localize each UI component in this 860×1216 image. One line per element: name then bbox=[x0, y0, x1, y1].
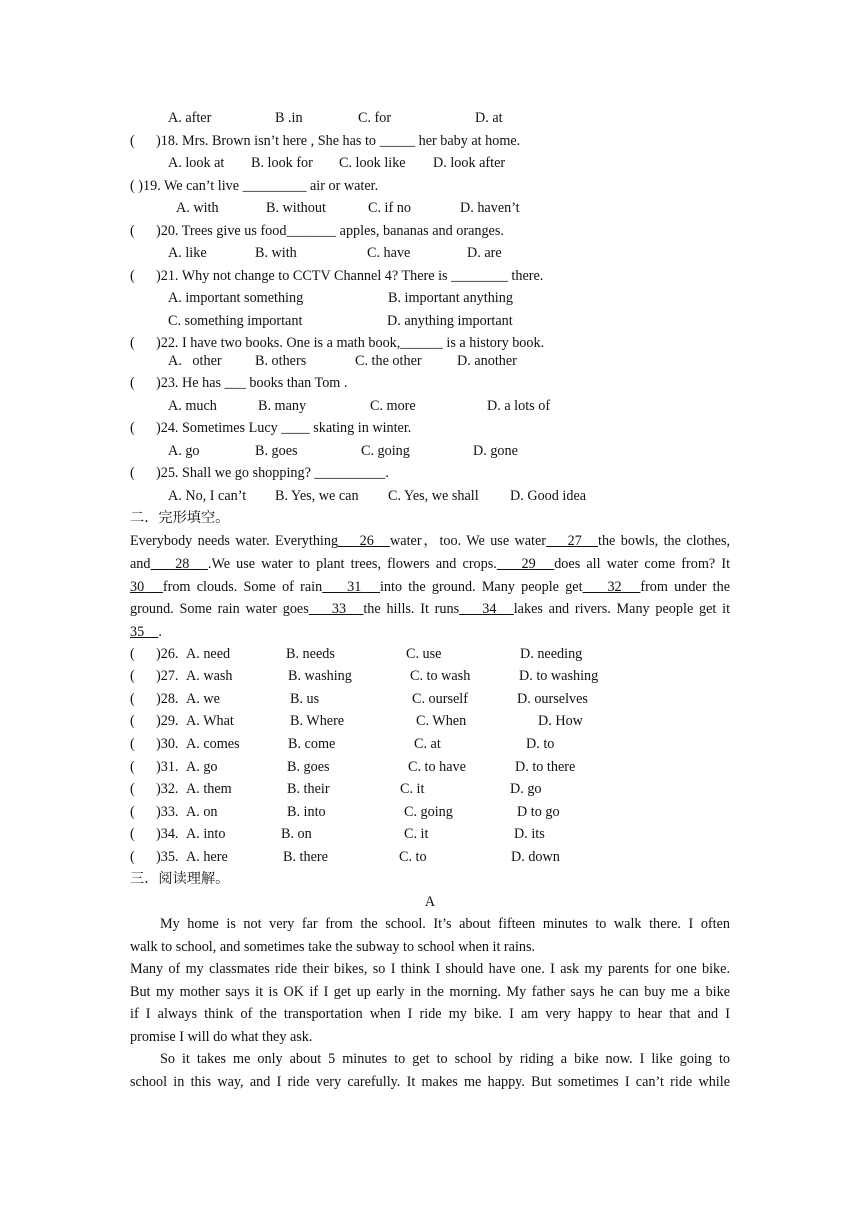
blank-29 bbox=[497, 556, 554, 572]
q24-text: )24. Sometimes Lucy ____ skating in winter. bbox=[156, 420, 412, 436]
q17-option-a: A. after bbox=[168, 110, 212, 126]
q22-option-a: A. other bbox=[168, 353, 222, 369]
q20-option-d: D. are bbox=[467, 245, 502, 261]
q18-blank: _____ bbox=[379, 133, 416, 149]
reading-line-7: So it takes me only about 5 minutes to get to school by riding a bike now. I like going to bbox=[160, 1051, 730, 1067]
cloze-text: the bowls, the clothes, bbox=[598, 533, 731, 549]
question-number: )27. bbox=[156, 668, 179, 684]
cloze-line-1 bbox=[130, 531, 730, 551]
q18-option-c: C. look like bbox=[339, 155, 406, 171]
cloze-text: from clouds. Some of rain bbox=[162, 579, 323, 595]
option-c: C. use bbox=[406, 646, 442, 662]
option-d: D. ourselves bbox=[517, 691, 588, 707]
answer-bracket: ( bbox=[130, 736, 135, 752]
blank-number: 32 bbox=[607, 579, 622, 595]
option-b: B. on bbox=[281, 826, 312, 842]
reading-line-5: if I always think of the transportation when I ride my bike. I am very happy to hear that and I bbox=[130, 1006, 730, 1022]
option-c: C. it bbox=[400, 781, 425, 797]
q18-prefix: 18. Mrs. Brown isn’t here , She has to bbox=[160, 133, 380, 149]
q25-text: )25. Shall we go shopping? __________. bbox=[156, 465, 389, 481]
option-d: D to go bbox=[517, 804, 560, 820]
q21-option-b: B. important anything bbox=[388, 290, 513, 306]
blank-number: 29 bbox=[521, 556, 536, 572]
option-d: D. to there bbox=[515, 759, 576, 775]
q18-option-d: D. look after bbox=[433, 155, 506, 171]
cloze-text: lakes and rivers. Many people get it bbox=[513, 601, 731, 617]
option-b: B. into bbox=[287, 804, 326, 820]
option-b: B. us bbox=[290, 691, 320, 707]
option-c: C. it bbox=[404, 826, 429, 842]
option-a: A. on bbox=[186, 804, 218, 820]
option-b: B. needs bbox=[286, 646, 335, 662]
q21-option-c: C. something important bbox=[168, 313, 303, 329]
answer-bracket: ( bbox=[130, 691, 135, 707]
answer-bracket: ( bbox=[130, 781, 135, 797]
option-b: B. goes bbox=[287, 759, 330, 775]
q25-option-c: C. Yes, we shall bbox=[388, 488, 479, 504]
option-a: A. into bbox=[186, 826, 226, 842]
answer-bracket: ( bbox=[130, 759, 135, 775]
q18-option-b: B. look for bbox=[251, 155, 313, 171]
answer-bracket: ( bbox=[130, 668, 135, 684]
question-number: )32. bbox=[156, 781, 179, 797]
cloze-text: . bbox=[158, 624, 162, 640]
cloze-line-5 bbox=[130, 622, 730, 642]
section-heading-cloze: 二．完形填空。 bbox=[130, 510, 230, 526]
question-number: )30. bbox=[156, 736, 179, 752]
blank-26 bbox=[338, 533, 390, 549]
option-a: A. go bbox=[186, 759, 218, 775]
q25-option-a: A. No, I can’t bbox=[168, 488, 247, 504]
option-d: D. go bbox=[510, 781, 542, 797]
q20-option-b: B. with bbox=[255, 245, 297, 261]
question-number: )33. bbox=[156, 804, 179, 820]
question-number: )26. bbox=[156, 646, 179, 662]
blank-30 bbox=[130, 579, 163, 595]
q24-option-d: D. gone bbox=[473, 443, 518, 459]
reading-line-4: But my mother says it is OK if I get up early in the morning. My father says he can buy me a bike bbox=[130, 984, 730, 1000]
q23-option-c: C. more bbox=[370, 398, 416, 414]
reading-line-3: Many of my classmates ride their bikes, so I think I should have one. I ask my parents for one bike. bbox=[130, 961, 730, 977]
option-a: A. need bbox=[186, 646, 231, 662]
question-number: )35. bbox=[156, 849, 179, 865]
answer-bracket: ( bbox=[130, 375, 135, 391]
q18-suffix: her baby at home. bbox=[415, 133, 521, 149]
answer-bracket: ( bbox=[130, 646, 135, 662]
reading-line-1: My home is not very far from the school. It’s about fifteen minutes to walk there. I often bbox=[160, 916, 730, 932]
q25-option-b: B. Yes, we can bbox=[275, 488, 359, 504]
blank-35 bbox=[130, 624, 158, 640]
option-d: D. How bbox=[538, 713, 583, 729]
q17-option-d: D. at bbox=[475, 110, 503, 126]
question-number: )31. bbox=[156, 759, 179, 775]
answer-bracket: ( bbox=[130, 133, 135, 149]
option-a: A. them bbox=[186, 781, 232, 797]
blank-number: 34 bbox=[482, 601, 497, 617]
option-a: A. we bbox=[186, 691, 220, 707]
cloze-text: into the ground. Many people get bbox=[379, 579, 583, 595]
q22-option-d: D. another bbox=[457, 353, 517, 369]
option-d: D. its bbox=[514, 826, 545, 842]
option-a: A. What bbox=[186, 713, 234, 729]
answer-bracket: ( bbox=[130, 223, 135, 239]
blank-27 bbox=[546, 533, 598, 549]
cloze-text: from under the bbox=[640, 579, 731, 595]
q22-text: )22. I have two books. One is a math book,______ is a history book. bbox=[156, 335, 545, 351]
question-19: ( )19. We can’t live _________ air or water. bbox=[130, 178, 379, 194]
q17-option-b: B .in bbox=[275, 110, 303, 126]
q24-option-a: A. go bbox=[168, 443, 200, 459]
answer-bracket: ( bbox=[130, 465, 135, 481]
q24-option-c: C. going bbox=[361, 443, 410, 459]
blank-32 bbox=[583, 579, 641, 595]
blank-number: 31 bbox=[347, 579, 362, 595]
q20-option-c: C. have bbox=[367, 245, 411, 261]
option-a: A. here bbox=[186, 849, 228, 865]
cloze-text: does all water come from? It bbox=[554, 556, 731, 572]
q22-option-c: C. the other bbox=[355, 353, 422, 369]
cloze-line-4 bbox=[130, 599, 730, 619]
option-d: D. to washing bbox=[519, 668, 599, 684]
cloze-text: the hills. It runs bbox=[363, 601, 460, 617]
answer-bracket: ( bbox=[130, 804, 135, 820]
q21-option-d: D. anything important bbox=[387, 313, 513, 329]
passage-label: A bbox=[424, 894, 436, 910]
answer-bracket: ( bbox=[130, 849, 135, 865]
option-b: B. Where bbox=[290, 713, 345, 729]
blank-number: 30 bbox=[130, 579, 145, 595]
option-c: C. going bbox=[404, 804, 453, 820]
cloze-text: ground. Some rain water goes bbox=[130, 601, 309, 617]
q21-option-a: A. important something bbox=[168, 290, 304, 306]
q19-option-c: C. if no bbox=[368, 200, 411, 216]
q18-close-bracket: ) bbox=[156, 133, 161, 149]
q20-text: )20. Trees give us food_______ apples, bananas and oranges. bbox=[156, 223, 504, 239]
cloze-line-2 bbox=[130, 554, 730, 574]
blank-31 bbox=[322, 579, 380, 595]
question-number: )34. bbox=[156, 826, 179, 842]
q23-option-d: D. a lots of bbox=[487, 398, 551, 414]
blank-33 bbox=[309, 601, 364, 617]
cloze-text: .We use water to plant trees, flowers and crops. bbox=[207, 556, 497, 572]
option-a: A. comes bbox=[186, 736, 240, 752]
blank-28 bbox=[151, 556, 208, 572]
reading-line-2: walk to school, and sometimes take the subway to school when it rains. bbox=[130, 939, 536, 955]
answer-bracket: ( bbox=[130, 335, 135, 351]
answer-bracket: ( bbox=[130, 420, 135, 436]
option-d: D. needing bbox=[520, 646, 583, 662]
question-number: )28. bbox=[156, 691, 179, 707]
option-d: D. down bbox=[511, 849, 560, 865]
blank-34 bbox=[459, 601, 514, 617]
blank-number: 33 bbox=[331, 601, 347, 617]
option-c: C. to have bbox=[408, 759, 466, 775]
cloze-line-3 bbox=[130, 577, 730, 597]
blank-number: 28 bbox=[175, 556, 190, 572]
option-b: B. their bbox=[287, 781, 330, 797]
q20-option-a: A. like bbox=[168, 245, 207, 261]
option-a: A. wash bbox=[186, 668, 233, 684]
option-c: C. at bbox=[414, 736, 441, 752]
question-number: )29. bbox=[156, 713, 179, 729]
reading-line-8: school in this way, and I ride very carefully. It makes me happy. But sometimes I can’t ride while bbox=[130, 1074, 730, 1090]
blank-number: 26 bbox=[359, 533, 374, 549]
cloze-text: and bbox=[130, 556, 151, 572]
blank-number: 35 bbox=[130, 624, 145, 640]
option-c: C. to wash bbox=[410, 668, 471, 684]
q19-option-d: D. haven’t bbox=[460, 200, 520, 216]
q25-option-d: D. Good idea bbox=[510, 488, 587, 504]
cloze-text: water，too. We use water bbox=[390, 533, 547, 549]
q23-text: )23. He has ___ books than Tom . bbox=[156, 375, 348, 391]
option-c: C. ourself bbox=[412, 691, 468, 707]
answer-bracket: ( bbox=[130, 713, 135, 729]
option-c: C. When bbox=[416, 713, 467, 729]
cloze-text: Everybody needs water. Everything bbox=[130, 533, 339, 549]
q18-option-a: A. look at bbox=[168, 155, 225, 171]
q17-option-c: C. for bbox=[358, 110, 392, 126]
q22-option-b: B. others bbox=[255, 353, 307, 369]
option-d: D. to bbox=[526, 736, 555, 752]
q19-option-b: B. without bbox=[266, 200, 326, 216]
q19-option-a: A. with bbox=[176, 200, 219, 216]
q23-option-a: A. much bbox=[168, 398, 217, 414]
option-b: B. there bbox=[283, 849, 328, 865]
option-b: B. come bbox=[288, 736, 336, 752]
reading-line-6: promise I will do what they ask. bbox=[130, 1029, 313, 1045]
option-c: C. to bbox=[399, 849, 427, 865]
q23-option-b: B. many bbox=[258, 398, 307, 414]
answer-bracket: ( bbox=[130, 826, 135, 842]
q21-text: )21. Why not change to CCTV Channel 4? There is ________ there. bbox=[156, 268, 544, 284]
blank-number: 27 bbox=[567, 533, 582, 549]
q24-option-b: B. goes bbox=[255, 443, 298, 459]
option-b: B. washing bbox=[288, 668, 352, 684]
answer-bracket: ( bbox=[130, 268, 135, 284]
section-heading-reading: 三．阅读理解。 bbox=[130, 871, 230, 887]
